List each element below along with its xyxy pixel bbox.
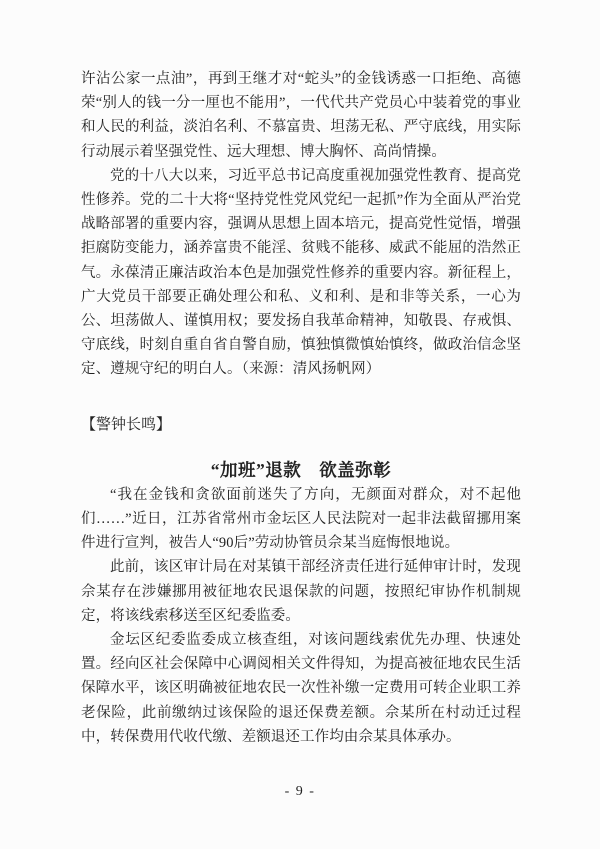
paragraph-continued: 许沾公家一点油”，再到王继才对“蛇头”的金钱诱惑一口拒绝、高德荣“别人的钱一分一厘也不能用”，一代代共产党员心中装着党的事业和人民的利益，淡泊名利、不慕富贵、坦荡无私、严守底线，用实际行动展示着坚强党性、远大理想、博大胸怀、高尚情操。 [81,71,521,160]
article-paragraph-3: 金坛区纪委监委成立核查组，对该问题线索优先办理、快速处置。经向区社会保障中心调阅相关文件得知，为提高被征地农民生活保障水平，该区明确被征地农民一次性补缴一定费用可转企业职工养老保险，此前缴纳过该保险的退还保费差额。佘某所在村动迁过程中，转保费用代收代缴、差额退还工作均由佘某具体承办。 [81,632,521,745]
article-title: “加班”退款 欲盖弥彰 [210,459,392,480]
paragraph-party-spirit: 党的十八大以来，习近平总书记高度重视加强党性教育、提高党性修养。党的二十大将“坚持党性党风党纪一起抓”作为全面从严治党战略部署的重要内容，强调从思想上固本培元，提高党性觉悟，增强拒腐防变能力，涵养富贵不能淫、贫贱不能移、威武不能屈的浩然正气。永葆清正廉洁政治本色是加强党性修养的重要内容。新征程上，广大党员干部要正确处理公和私、义和利、是和非等关系，一心为公、坦荡做人、谨慎用权；要发扬自我革命精神，知敬畏、存戒惧、守底线，时刻自重自省自警自励，慎独慎微慎始慎终，做政治信念坚定、遵规守纪的明白人。（来源：清风扬帆网） [81,167,521,378]
article-paragraph-2: 此前，该区审计局在对某镇干部经济责任进行延伸审计时，发现佘某存在涉嫌挪用被征地农民退保款的问题，按照纪审协作机制规定，将该线索移送至区纪委监委。 [81,559,521,624]
page-number: - 9 - [284,784,316,799]
article-paragraph-1: “我在金钱和贪欲面前迷失了方向，无颜面对群众，对不起他们……”近日，江苏省常州市金坛区人民法院对一起非法截留挪用案件进行宣判，被告人“90后”劳动协管员佘某当庭悔恨地说。 [81,486,521,552]
page-content [81,67,521,749]
section-label: 【警钟长鸣】 [81,416,172,433]
